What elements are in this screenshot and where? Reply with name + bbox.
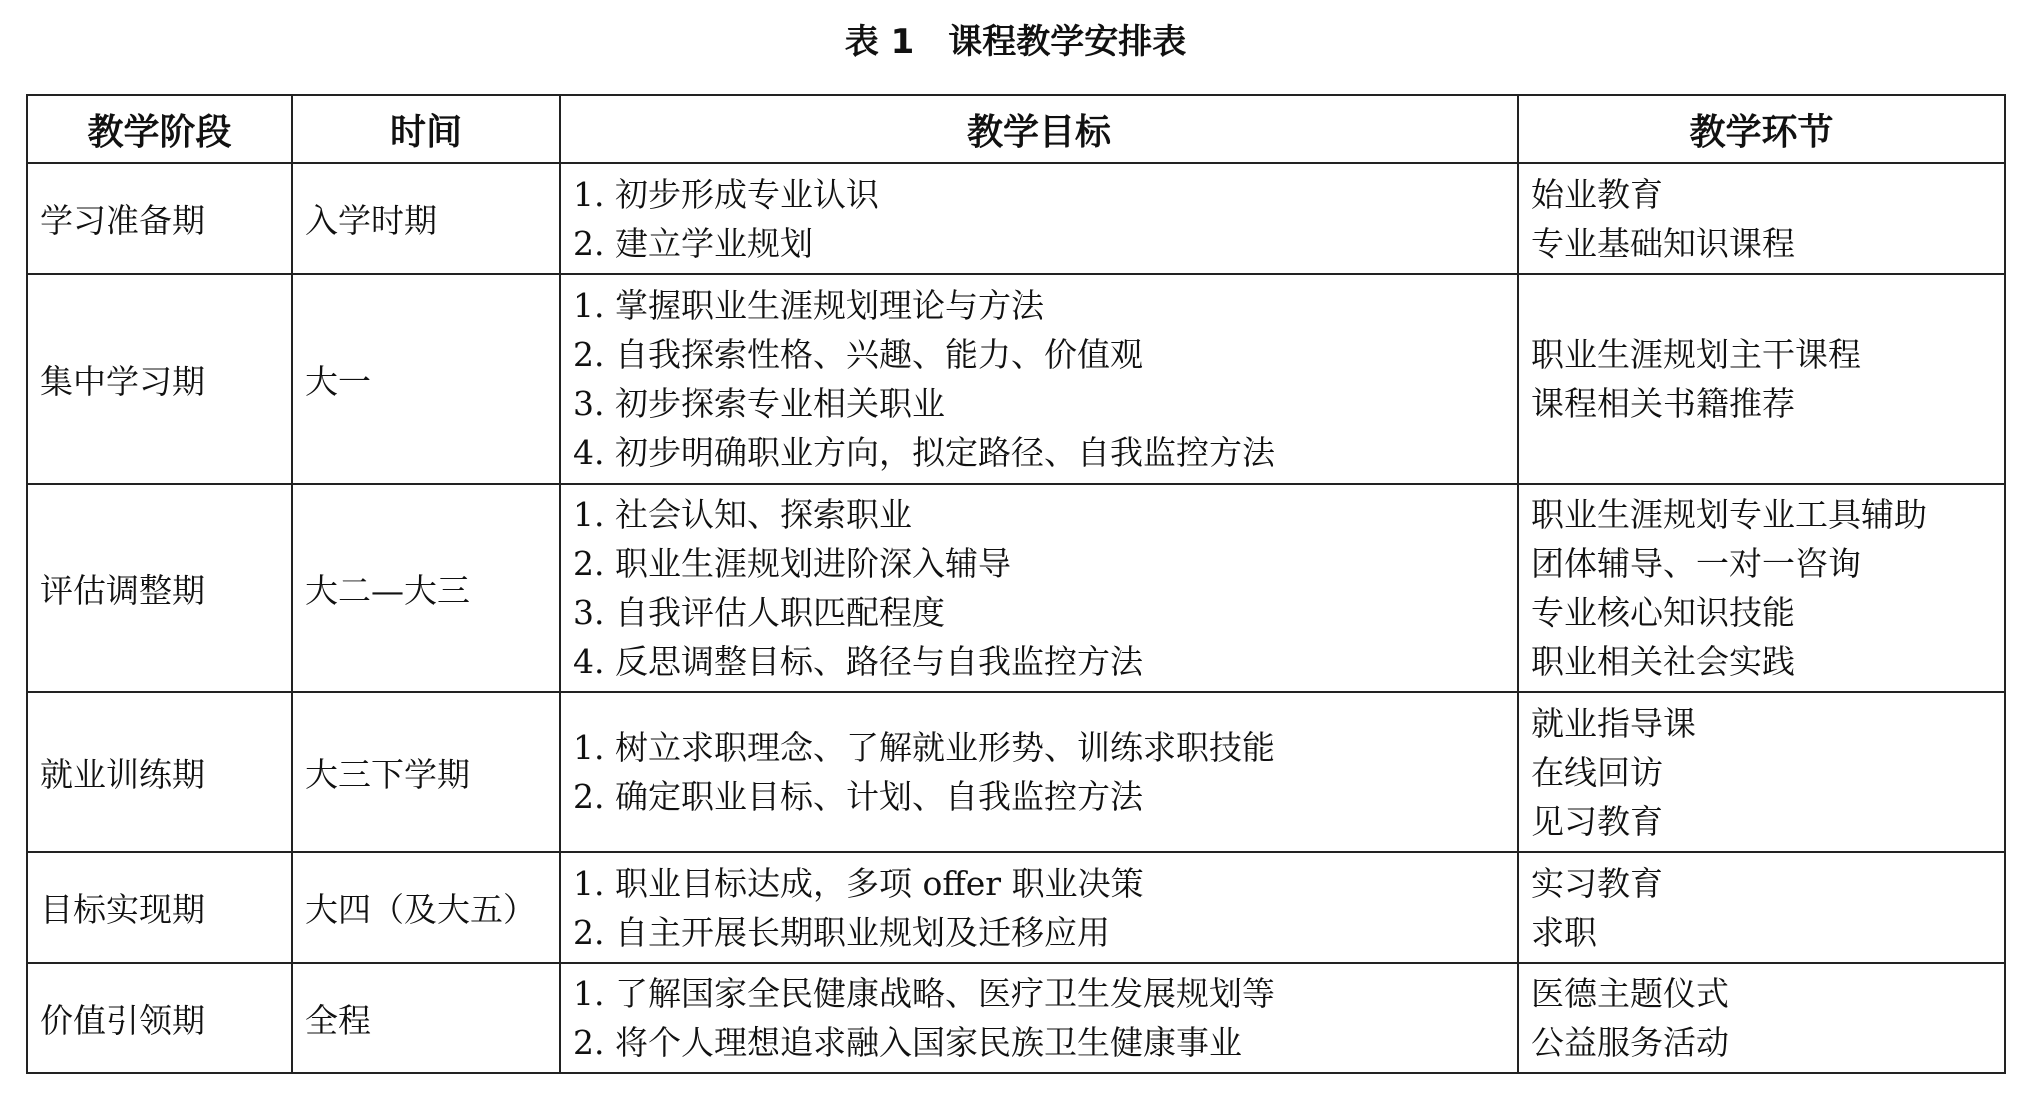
goal-item: 2. 自主开展长期职业规划及迁移应用 xyxy=(573,912,1110,952)
goal-item: 3. 自我评估人职匹配程度 xyxy=(573,593,945,632)
goals-cell xyxy=(560,274,1518,484)
goal-item: 1. 了解国家全民健康战略、医疗卫生发展规划等 xyxy=(573,974,1275,1013)
session-item: 始业教育 xyxy=(1531,174,1663,214)
header-time: 时间 xyxy=(292,95,560,163)
sessions-cell xyxy=(1518,163,2005,274)
session-item: 职业相关社会实践 xyxy=(1531,642,1795,681)
time-cell: 全程 xyxy=(292,963,560,1073)
header-sessions: 教学环节 xyxy=(1518,95,2005,163)
stage-cell: 目标实现期 xyxy=(27,852,292,963)
goals-cell xyxy=(560,963,1518,1073)
table-row xyxy=(27,163,2005,274)
goals-cell xyxy=(560,692,1518,852)
sessions-cell xyxy=(1518,484,2005,692)
goal-item: 1. 社会认知、探索职业 xyxy=(573,495,912,534)
course-schedule-table xyxy=(26,94,2006,1074)
goal-item: 1. 职业目标达成，多项 offer 职业决策 xyxy=(573,863,1144,903)
table-body xyxy=(27,163,2005,1073)
session-item: 职业生涯规划专业工具辅助 xyxy=(1531,495,1927,534)
goal-item: 2. 自我探索性格、兴趣、能力、价值观 xyxy=(573,335,1143,374)
header-stage: 教学阶段 xyxy=(27,95,292,163)
goal-item: 2. 职业生涯规划进阶深入辅导 xyxy=(573,544,1011,583)
time-cell: 大二—大三 xyxy=(292,484,560,692)
session-item: 见习教育 xyxy=(1531,801,1663,841)
session-item: 公益服务活动 xyxy=(1531,1023,1729,1062)
session-item: 团体辅导、一对一咨询 xyxy=(1531,544,1861,583)
table-row xyxy=(27,852,2005,963)
goals-cell xyxy=(560,163,1518,274)
table-row xyxy=(27,963,2005,1073)
stage-cell: 集中学习期 xyxy=(27,274,292,484)
stage-cell: 就业训练期 xyxy=(27,692,292,852)
session-item: 在线回访 xyxy=(1531,752,1663,792)
session-item: 就业指导课 xyxy=(1531,703,1696,743)
session-item: 实习教育 xyxy=(1531,863,1663,903)
header-row xyxy=(27,95,2005,163)
session-item: 专业核心知识技能 xyxy=(1531,593,1795,632)
table-row xyxy=(27,274,2005,484)
goal-item: 2. 将个人理想追求融入国家民族卫生健康事业 xyxy=(573,1023,1242,1062)
stage-cell: 价值引领期 xyxy=(27,963,292,1073)
stage-cell: 评估调整期 xyxy=(27,484,292,692)
goals-cell xyxy=(560,852,1518,963)
goal-item: 3. 初步探索专业相关职业 xyxy=(573,384,945,423)
header-goals: 教学目标 xyxy=(560,95,1518,163)
time-cell: 入学时期 xyxy=(292,163,560,274)
session-item: 课程相关书籍推荐 xyxy=(1531,384,1795,423)
time-cell: 大四（及大五） xyxy=(292,852,560,963)
table-title: 表 1 课程教学安排表 xyxy=(844,22,1187,62)
goal-item: 1. 树立求职理念、了解就业形势、训练求职技能 xyxy=(573,728,1275,767)
table-row xyxy=(27,692,2005,852)
session-item: 求职 xyxy=(1531,912,1597,952)
goals-cell xyxy=(560,484,1518,692)
session-item: 医德主题仪式 xyxy=(1531,974,1729,1013)
sessions-cell xyxy=(1518,274,2005,484)
stage-cell: 学习准备期 xyxy=(27,163,292,274)
goal-item: 4. 初步明确职业方向，拟定路径、自我监控方法 xyxy=(573,433,1275,472)
time-cell: 大三下学期 xyxy=(292,692,560,852)
session-item: 专业基础知识课程 xyxy=(1531,223,1795,263)
sessions-cell xyxy=(1518,852,2005,963)
goal-item: 2. 建立学业规划 xyxy=(573,223,813,263)
goal-item: 1. 初步形成专业认识 xyxy=(573,174,879,214)
goal-item: 1. 掌握职业生涯规划理论与方法 xyxy=(573,286,1044,325)
goal-item: 4. 反思调整目标、路径与自我监控方法 xyxy=(573,642,1143,681)
table-row xyxy=(27,484,2005,692)
goal-item: 2. 确定职业目标、计划、自我监控方法 xyxy=(573,777,1143,816)
time-cell: 大一 xyxy=(292,274,560,484)
session-item: 职业生涯规划主干课程 xyxy=(1531,335,1861,374)
sessions-cell xyxy=(1518,963,2005,1073)
sessions-cell xyxy=(1518,692,2005,852)
